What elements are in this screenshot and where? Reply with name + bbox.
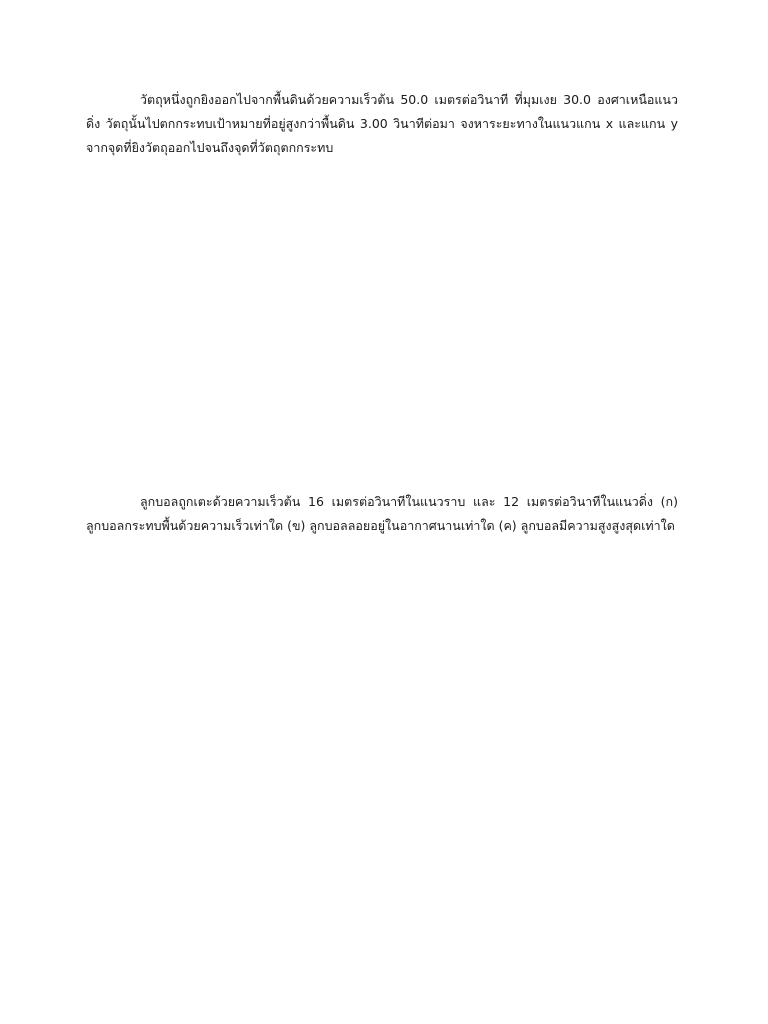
problem-1-paragraph: วัตถุหนึ่งถูกยิงออกไปจากพื้นดินด้วยความเร็วต้น 50.0 เมตรต่อวินาที ที่มุมเงย 30.0 องศาเหนือแนวดิ่ง วัตถุนั้นไปตกกระทบเป้าหมายที่อยู่สูงกว่าพื้นดิน 3.00 วินาทีต่อมา จงหาระยะทางในแนวแกน x และแกน y จากจุดที่ยิงวัตถุออกไปจนถึงจุดที่วัตถุตกกระทบ: [86, 92, 678, 155]
problem-2-paragraph: ลูกบอลถูกเตะด้วยความเร็วต้น 16 เมตรต่อวินาทีในแนวราบ และ 12 เมตรต่อวินาทีในแนวดิ่ง (ก) ลูกบอลกระทบพื้นด้วยความเร็วเท่าใด (ข) ลูกบอลลอยอยู่ในอากาศนานเท่าใด (ค) ลูกบอลมีความสูงสูงสุดเท่าใด: [86, 494, 678, 533]
